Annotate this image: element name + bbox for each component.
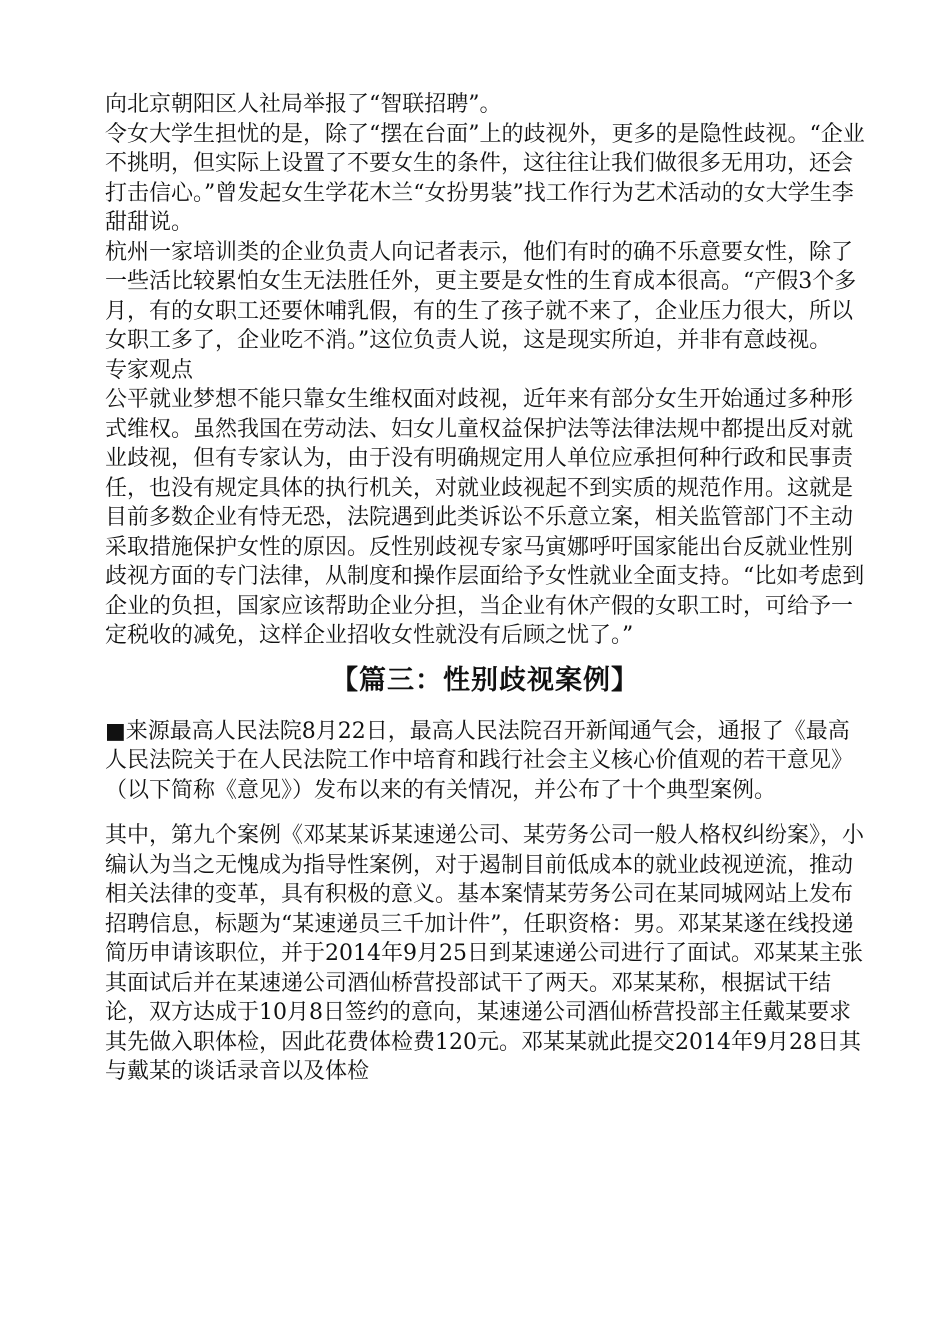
paragraph-report: 向北京朝阳区人社局举报了“智联招聘”。 (105, 92, 502, 117)
paragraph-source: ■来源最高人民法院8月22日，最高人民法院召开新闻通气会，通报了《最高人民法院关于在人民法院工作中培育和践行社会主义核心价值观的若干意见》（以下简称《意见》）发布以来的有关情况，并公布了十个典型案例。 (105, 718, 854, 803)
paragraph-employer-view: 杭州一家培训类的企业负责人向记者表示，他们有时的确不乐意要女性，除了一些活比较累怕女生无法胜任外，更主要是女性的生育成本很高。“产假3个多月，有的女职工还要休哺乳假，有的生了孩子就不来了，企业压力很大，所以女职工多了，企业吃不消。”这位负责人说，这是现实所迫，并非有意歧视。 (105, 239, 857, 353)
paragraph-case-nine: 其中，第九个案例《邓某某诉某速递公司、某劳务公司一般人格权纠纷案》，小编认为当之无愧成为指导性案例，对于遏制目前低成本的就业歧视逆流，推动相关法律的变革，具有积极的意义。基本案情某劳务公司在某同城网站上发布招聘信息，标题为“某速递员三千加计件”，任职资格：男。邓某某遂在线投递简历申请该职位，并于2014年9月25日到某速递公司进行了面试。邓某某主张其面试后并在某速递公司酒仙桥营投部试干了两天。邓某某称，根据试干结论，双方达成于10月8日签约的意向，某速递公司酒仙桥营投部主任戴某要求其先做入职体检，因此花费体检费120元。邓某某就此提交2014年9月28日其与戴某的谈话录音以及体检 (105, 823, 865, 1084)
paragraph-expert-opinion: 公平就业梦想不能只靠女生维权面对歧视，近年来有部分女生开始通过多种形式维权。虽然我国在劳动法、妇女儿童权益保护法等法律法规中都提出反对就业歧视，但有专家认为，由于没有明确规定用人单位应承担何种行政和民事责任，也没有规定具体的执行机关，对就业歧视起不到实质的规范作用。这就是目前多数企业有恃无恐，法院遇到此类诉讼不乐意立案，相关监管部门不主动采取措施保护女性的原因。反性别歧视专家马寅娜呼吁国家能出台反就业性别歧视方面的专门法律，从制度和操作层面给予女性就业全面支持。“比如考虑到企业的负担，国家应该帮助企业分担，当企业有休产假的女职工时，可给予一定税收的减免，这样企业招收女性就没有后顾之忧了。” (105, 387, 865, 648)
document-page (105, 90, 865, 1087)
section-heading: 【篇三：性别歧视案例】 (331, 664, 639, 696)
paragraph-hidden-discrimination: 令女大学生担忧的是，除了“摆在台面”上的歧视外，更多的是隐性歧视。“企业不挑明，但实际上设置了不要女生的条件，这往往让我们做很多无用功，还会打击信心。”曾发起女生学花木兰“女扮男装”找工作行为艺术活动的女大学生李甜甜说。 (105, 121, 865, 235)
subheading-expert-view: 专家观点 (105, 357, 194, 383)
